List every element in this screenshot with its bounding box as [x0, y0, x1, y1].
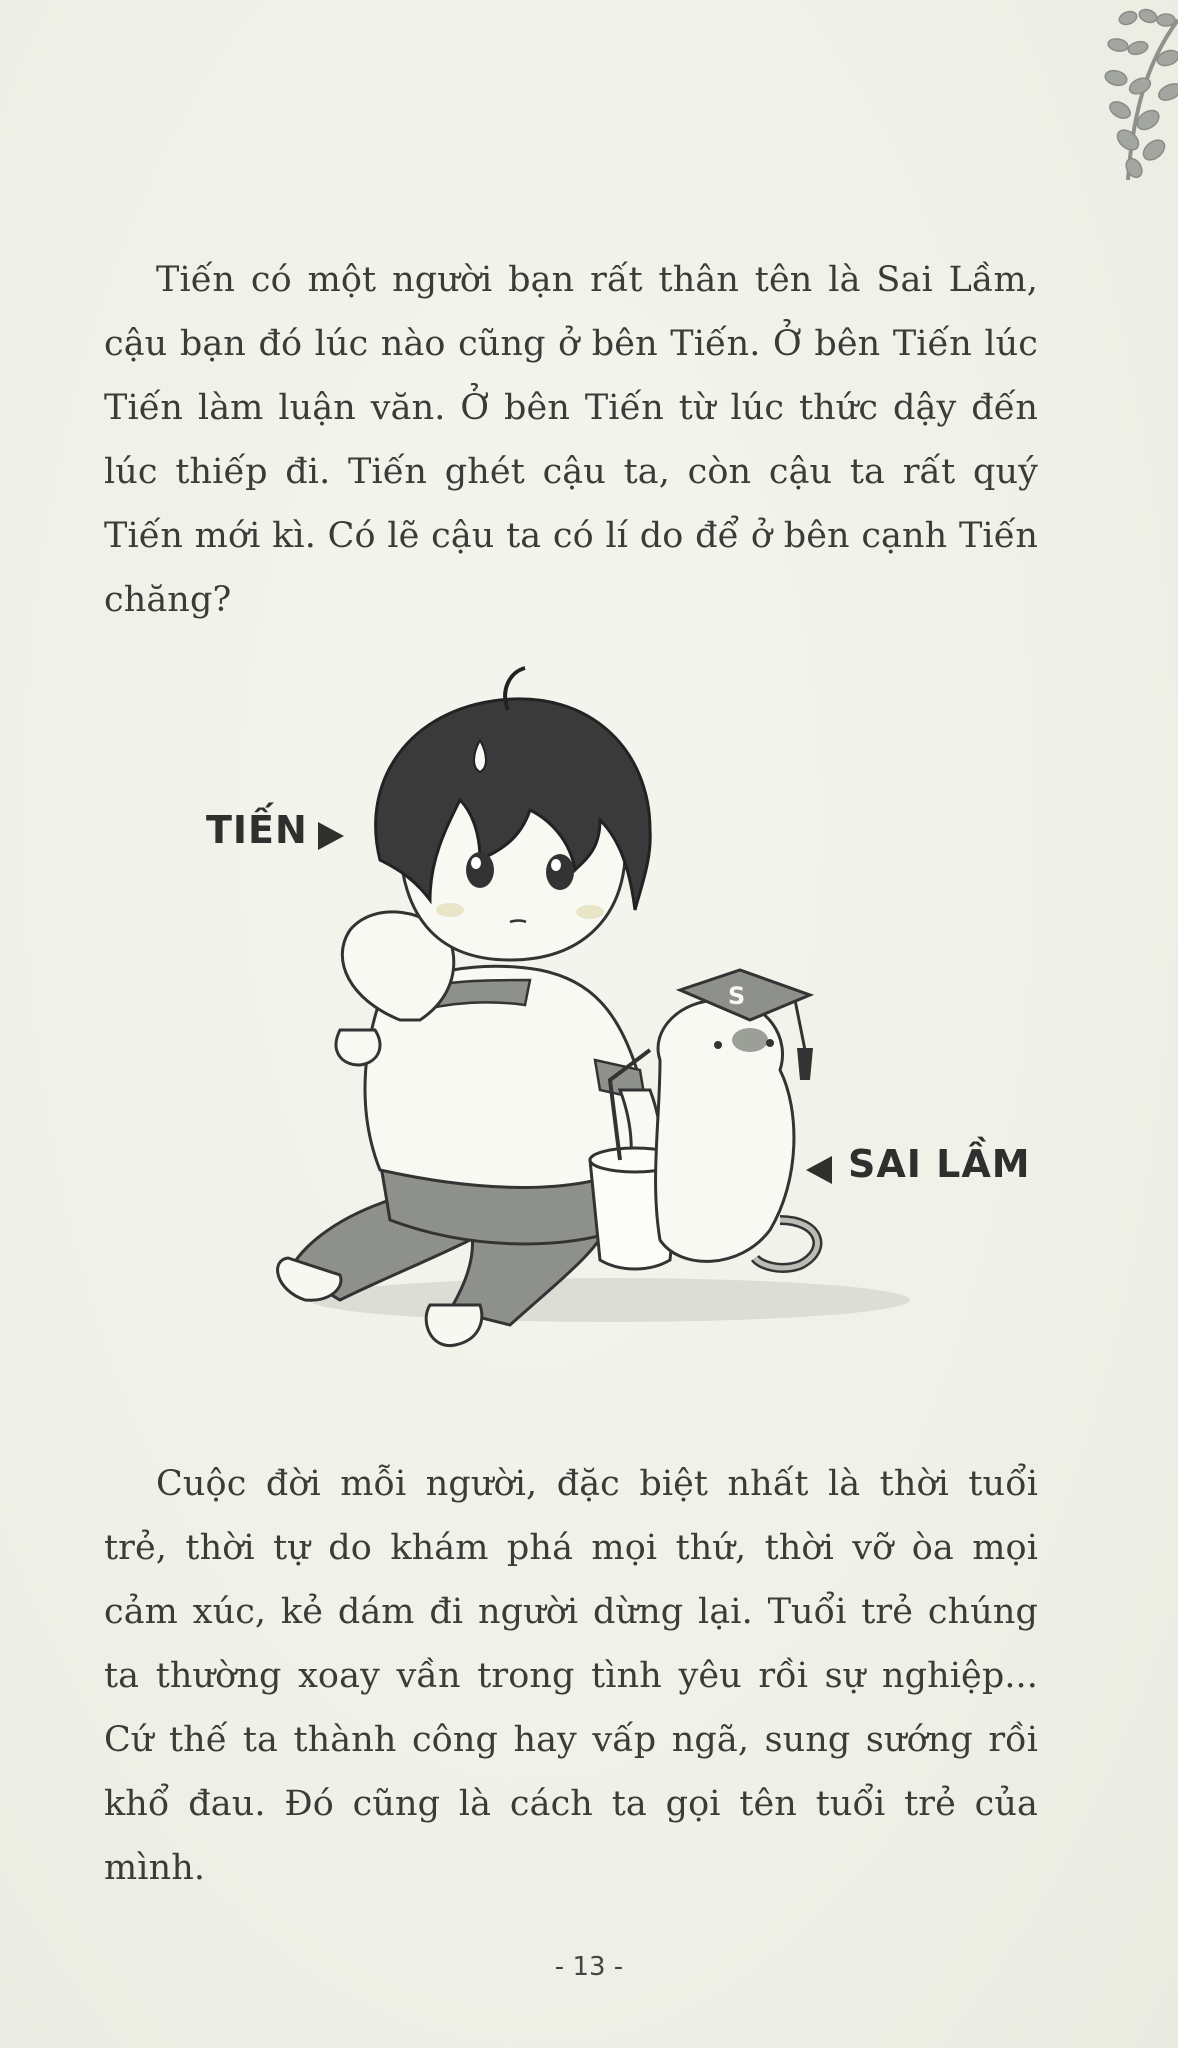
page-number: - 13 - — [554, 1952, 624, 1982]
body-paragraph-1: Tiến có một người bạn rất thân tên là Sai Lầm, cậu bạn đó lúc nào cũng ở bên Tiến. Ở bên Tiến lúc Tiến làm luận văn. Ở bên Tiến từ lúc thức dậy đến lúc thiếp đi. Tiến ghét cậu ta, còn cậu ta rất quý Tiến mới kì. Có lẽ cậu ta có lí do để ở bên cạnh Tiến chăng? — [104, 260, 1038, 620]
label-sai-lam: SAI LẦM — [848, 1142, 1031, 1186]
cat-sai-lam — [656, 970, 818, 1268]
boy-right-foot — [426, 1305, 482, 1346]
boy-left-hand — [336, 1030, 380, 1065]
ground-shadow — [310, 1278, 910, 1322]
leaf-ornament-icon — [1028, 0, 1178, 200]
label-tien: TIẾN — [206, 808, 308, 852]
arrow-left-icon — [806, 1156, 832, 1184]
illustration-boy-and-cat — [180, 660, 1040, 1360]
cap-letter: S — [728, 982, 746, 1010]
arrow-right-icon — [318, 822, 344, 850]
body-paragraph-2: Cuộc đời mỗi người, đặc biệt nhất là thời tuổi trẻ, thời tự do khám phá mọi thứ, thời vỡ òa mọi cảm xúc, kẻ dám đi người dừng lại. Tuổi trẻ chúng ta thường xoay vần trong tình yêu rồi sự nghiệp... Cứ thế ta thành công hay vấp ngã, sung sướng rồi khổ đau. Đó cũng là cách ta gọi tên tuổi trẻ của mình. — [104, 1464, 1038, 1888]
